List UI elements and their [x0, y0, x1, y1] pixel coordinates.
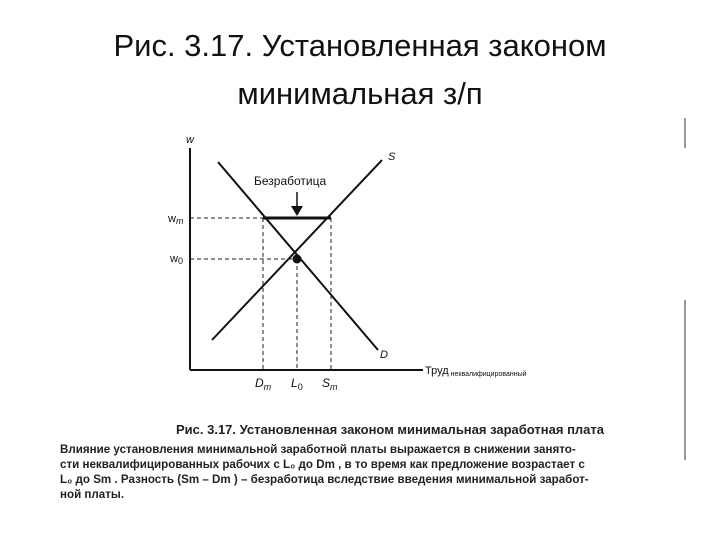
- x-axis-label: Труд неквалифицированный: [425, 365, 527, 378]
- slide-title-line-1: Рис. 3.17. Установленная законом: [113, 28, 607, 63]
- figure-caption: [60, 422, 680, 502]
- demand-label: D: [380, 349, 388, 361]
- supply-label: S: [388, 151, 396, 163]
- scan-edge-mark-bottom: [684, 300, 686, 460]
- equilibrium-point: [293, 255, 302, 264]
- scan-edge-mark-top: [684, 118, 686, 148]
- w0-tick-label: w0: [170, 253, 183, 266]
- caption-line-1: Влияние установления минимальной заработной платы выражается в снижении занято-: [60, 443, 576, 456]
- slide-title-line-2: минимальная з/п: [237, 76, 483, 111]
- caption-line-3: L₀ до Sm . Разность (Sm – Dm ) – безработица вследствие введения минимальной заработ-: [60, 473, 589, 486]
- caption-line-4: ной платы.: [60, 488, 125, 501]
- caption-body: [60, 442, 680, 502]
- caption-line-2: сти неквалифицированных рабочих с L₀ до Dm , в то время как предложение возрастает с: [60, 458, 585, 471]
- y-axis-label: w: [186, 134, 194, 146]
- unemployment-label: Безработица: [254, 174, 327, 188]
- unemployment-arrow-head: [291, 206, 303, 216]
- wm-tick-label: wm: [168, 213, 184, 226]
- l0-tick-label: $L_0$: [291, 376, 303, 392]
- sm-tick-label: $S_m$: [322, 376, 338, 392]
- caption-title: Рис. 3.17. Установленная законом минимальная заработная плата: [175, 422, 605, 437]
- dm-tick-label: $D_m$: [255, 376, 272, 392]
